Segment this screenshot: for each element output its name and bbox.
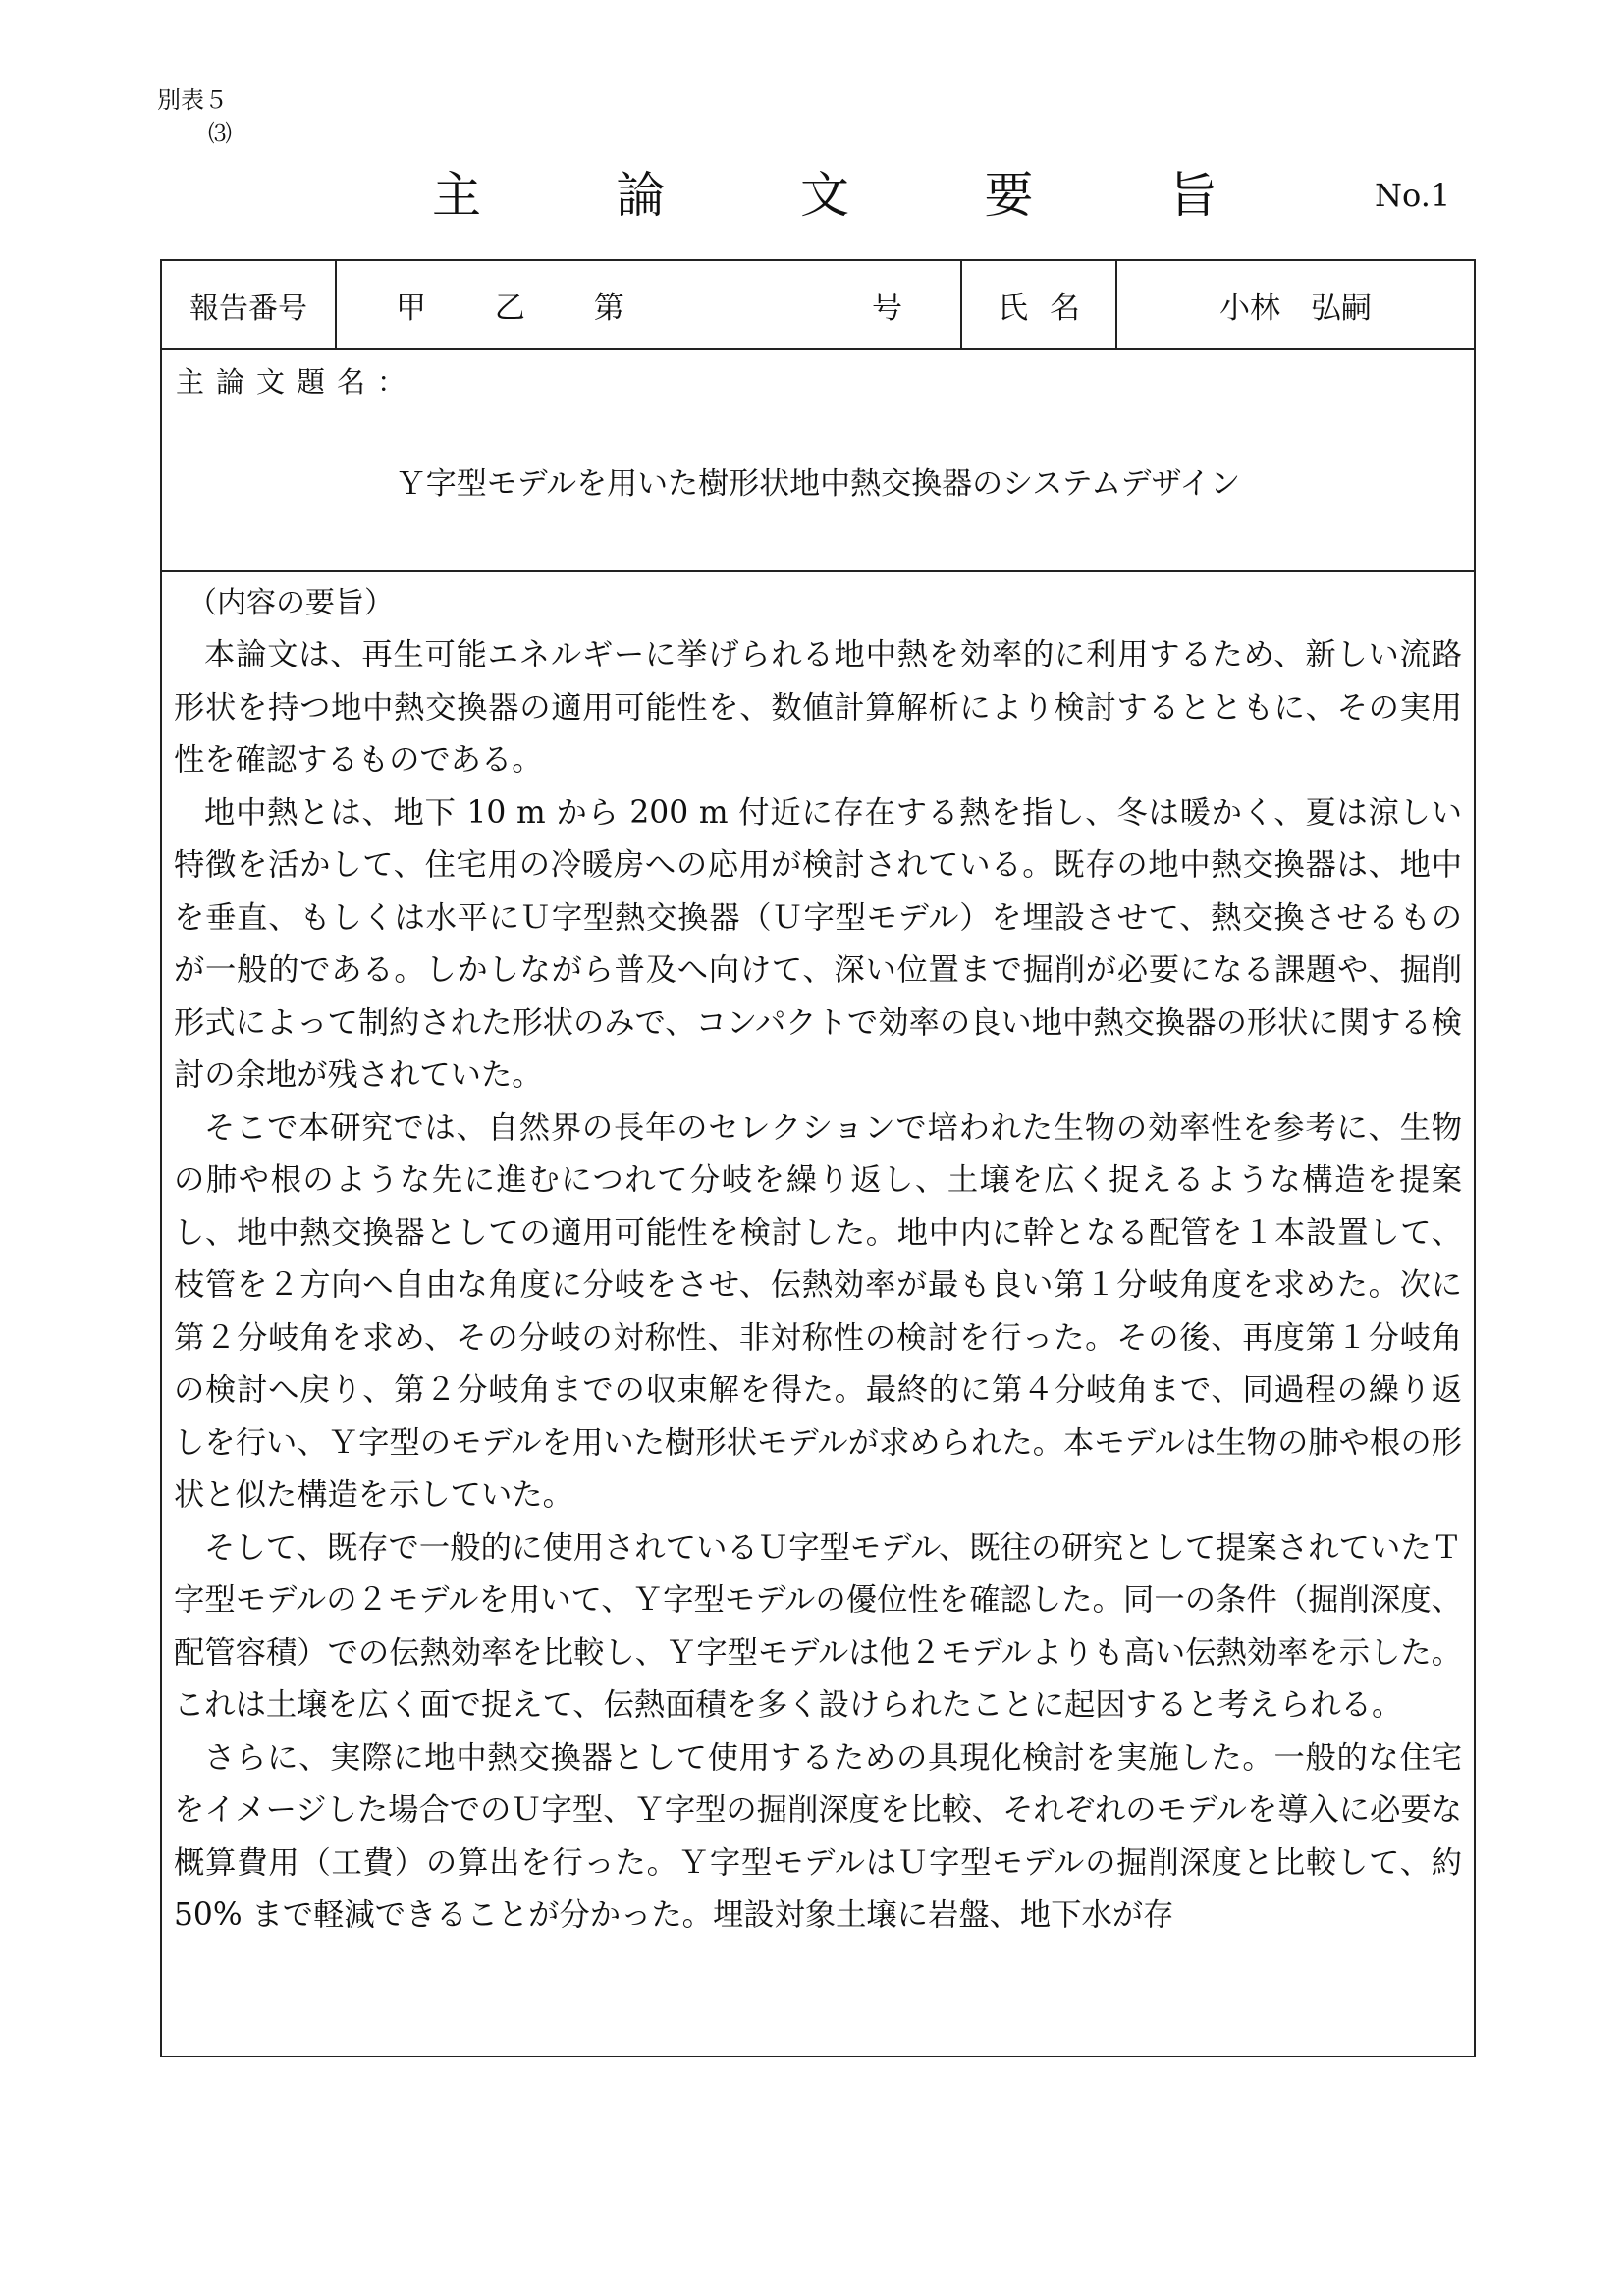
summary-paragraph: さらに、実際に地中熱交換器として使用するための具現化検討を実施した。一般的な住宅をイメージした場合でのＵ字型、Ｙ字型の掘削深度を比較、それぞれのモデルを導入に必要な概算費用（工費）の算出を行った。Ｙ字型モデルはＵ字型モデルの掘削深度と比較して、約 50% まで軽減できることが分かった。埋設対象土壌に岩盤、地下水が存: [174, 1739, 1462, 1933]
title-char: 論: [616, 167, 666, 224]
report-info-row: [162, 261, 1474, 350]
thesis-title: Ｙ字型モデルを用いた樹形状地中熱交換器のシステムデザイン: [395, 466, 1241, 502]
title-char: 主: [432, 167, 481, 224]
summary-heading: （内容の要旨）: [188, 586, 394, 620]
thesis-title-row: [162, 350, 1474, 572]
summary-paragraph: 地中熱とは、地下 10 m から 200 m 付近に存在する熱を指し、冬は暖かく、夏は涼しい特徴を活かして、住宅用の冷暖房への応用が検討されている。既存の地中熱交換器は、地中を垂直、もしくは水平にＵ字型熱交換器（Ｕ字型モデル）を埋設させて、熱交換させるものが一般的である。しかしながら普及へ向けて、深い位置まで掘削が必要になる課題や、掘削形式によって制約された形状のみで、コンパクトで効率の良い地中熱交換器の形状に関する検討の余地が残されていた。: [174, 794, 1462, 1093]
report-number-prefix: 甲 乙 第: [396, 291, 654, 326]
title-char: 要: [984, 167, 1034, 224]
summary-paragraph: そして、既存で一般的に使用されているＵ字型モデル、既往の研究として提案されていたＴ字型モデルの２モデルを用いて、Ｙ字型モデルの優位性を確認した。同一の条件（掘削深度、配管容積）での伝熱効率を比較し、Ｙ字型モデルは他２モデルよりも高い伝熱効率を示した。これは土壌を広く面で捉えて、伝熱面積を多く設けられたことに起因すると考えられる。: [174, 1529, 1462, 1723]
report-number-label: 報告番号: [162, 261, 337, 348]
author-name: 小林 弘嗣: [1219, 291, 1372, 326]
report-number-suffix: 号: [872, 291, 902, 326]
summary-paragraph: そこで本研究では、自然界の長年のセレクションで培われた生物の効率性を参考に、生物の肺や根のような先に進むにつれて分岐を繰り返し、土壌を広く捉えるような構造を提案し、地中熱交換器としての適用可能性を検討した。地中内に幹となる配管を１本設置して、枝管を２方向へ自由な角度に分岐をさせ、伝熱効率が最も良い第１分岐角度を求めた。次に第２分岐角を求め、その分岐の対称性、非対称性の検討を行った。その後、再度第１分岐角の検討へ戻り、第２分岐角までの収束解を得た。最終的に第４分岐角まで、同過程の繰り返しを行い、Ｙ字型のモデルを用いた樹形状モデルが求められた。本モデルは生物の肺や根の形状と似た構造を示していた。: [174, 1109, 1462, 1513]
title-char: 旨: [1168, 167, 1217, 224]
annex-label: 別表５: [157, 86, 228, 114]
thesis-title-label: 主論文題名：: [176, 365, 418, 399]
annex-sub-label: ⑶: [208, 120, 232, 147]
page-number: No.1: [1375, 177, 1451, 214]
report-number-cell: [337, 261, 962, 348]
summary-section: [162, 572, 1474, 1943]
document-title: [432, 157, 1217, 226]
title-char: 文: [800, 167, 849, 224]
summary-form: [160, 259, 1476, 2057]
summary-paragraph: 本論文は、再生可能エネルギーに挙げられる地中熱を効率的に利用するため、新しい流路形状を持つ地中熱交換器の適用可能性を、数値計算解析により検討するとともに、その実用性を確認するものである。: [174, 637, 1462, 777]
name-label: 氏名: [962, 261, 1117, 348]
